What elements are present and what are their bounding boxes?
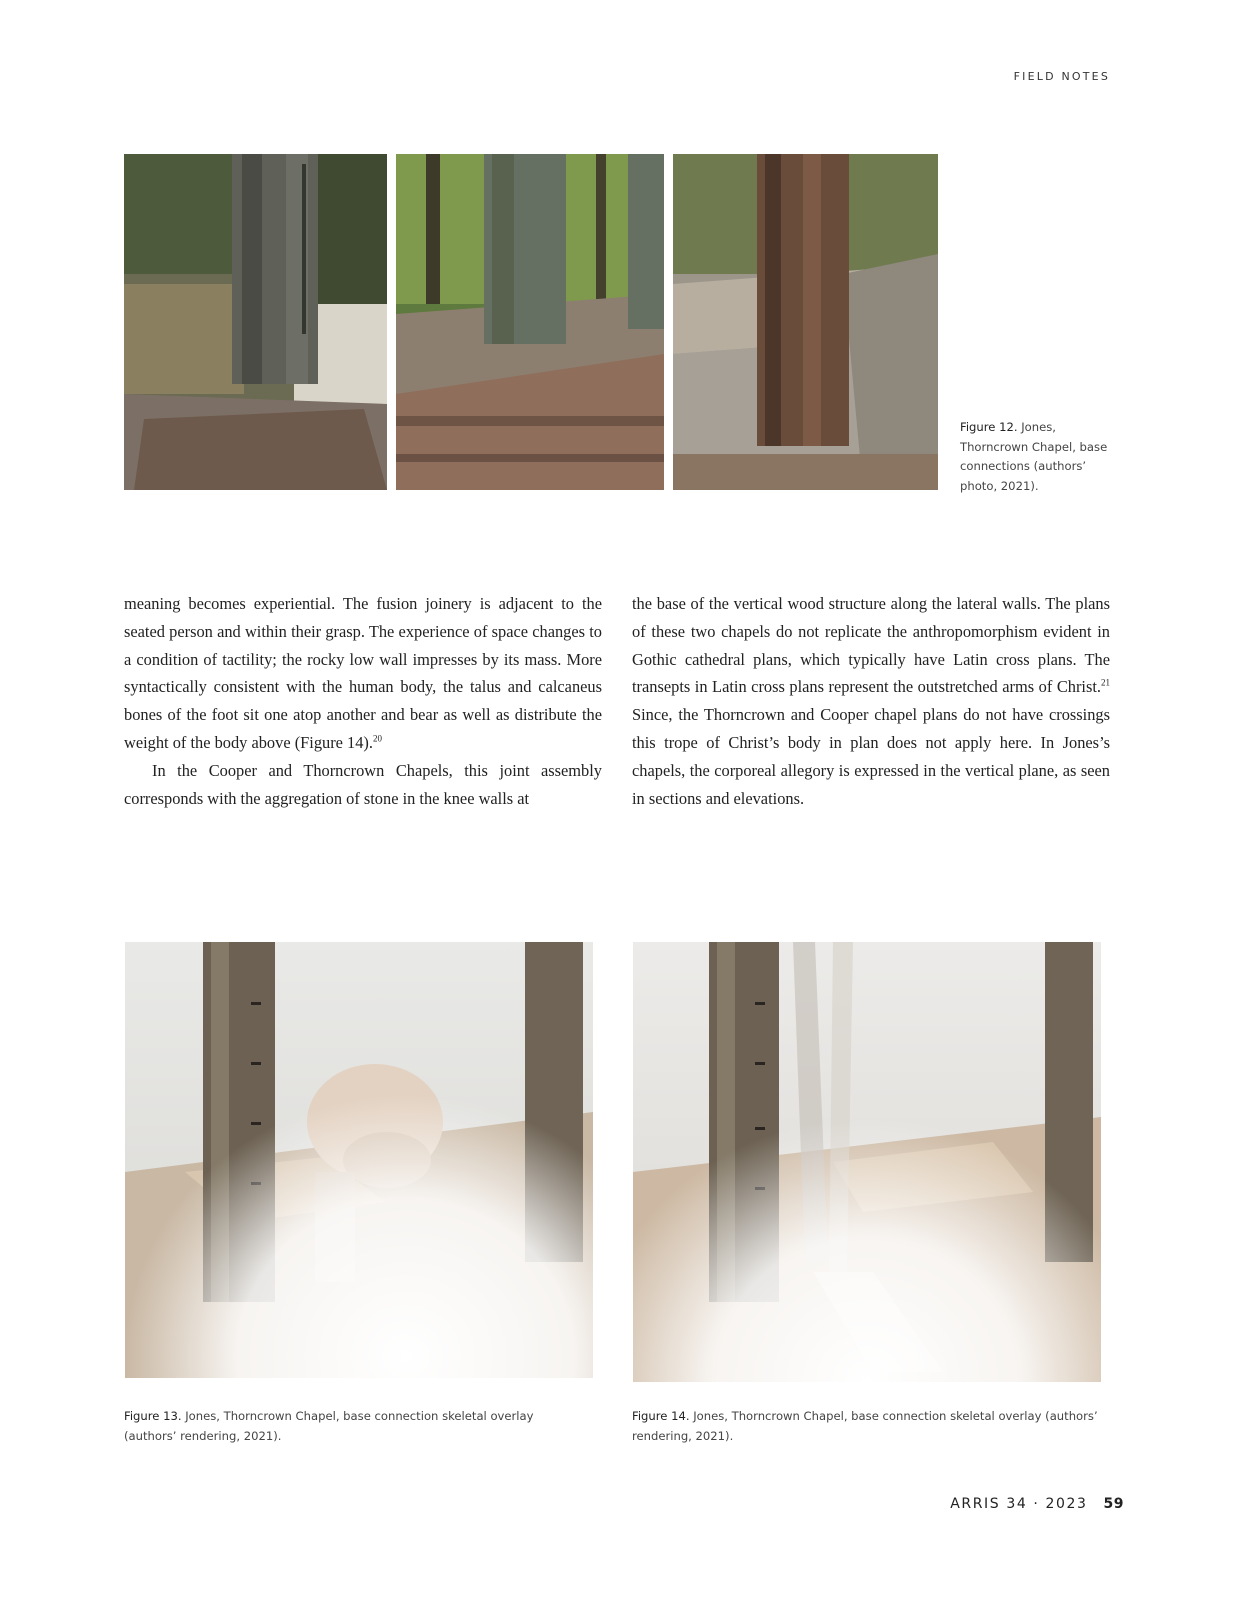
figure-14-caption: [632, 1406, 1112, 1446]
figure-12-caption: [960, 418, 1110, 496]
body-text: Since, the Thorncrown and Cooper chapel plans do not have crossings this trope of Christ’s body in plan does not apply here. In Jones’s chapels, the corporeal allegory is expressed in the vertical plane, as seen in sections and elevations.: [632, 705, 1110, 808]
figure-14-rendering: [633, 942, 1101, 1382]
figure-12-photo-2: [396, 154, 664, 490]
body-paragraph: [632, 590, 1110, 812]
endnote-ref: 21: [1101, 677, 1110, 688]
body-text: the base of the vertical wood structure along the lateral walls. The plans of these two chapels do not replicate the anthropomorphism evident in Gothic cathedral plans, which typically have Latin cross plans. The transepts in Latin cross plans represent the outstretched arms of Christ.: [632, 594, 1110, 697]
body-paragraph: In the Cooper and Thorncrown Chapels, this joint assembly corresponds with the aggregation of stone in the knee walls at: [124, 760, 602, 808]
figure-13-rendering: [125, 942, 593, 1378]
body-paragraph: [124, 590, 602, 757]
figure-13-caption: [124, 1406, 564, 1446]
page-number: 59: [1103, 1496, 1124, 1512]
figure-12-photo-3: [673, 154, 938, 490]
figure-12-text: Jones, Thorncrown Chapel, base connections (authors’ photo, 2021).: [960, 420, 1108, 493]
body-column-right: [632, 590, 1110, 812]
figure-14-label: Figure 14.: [632, 1409, 690, 1423]
figure-12-label: Figure 12.: [960, 420, 1018, 434]
page-footer: [950, 1496, 1124, 1512]
body-column-left: [124, 590, 602, 812]
figure-13-text: Jones, Thorncrown Chapel, base connection skeletal overlay (authors’ rendering, 2021).: [124, 1409, 534, 1443]
running-head: FIELD NOTES: [1013, 70, 1110, 83]
endnote-ref: 20: [373, 733, 382, 744]
journal-issue: ARRIS 34 · 2023: [950, 1496, 1088, 1512]
figure-13-label: Figure 13.: [124, 1409, 182, 1423]
figure-14-text: Jones, Thorncrown Chapel, base connection skeletal overlay (authors’ rendering, 2021).: [632, 1409, 1098, 1443]
figure-12-photo-1: [124, 154, 387, 490]
body-text: meaning becomes experiential. The fusion joinery is adjacent to the seated person and within their grasp. The experience of space changes to a condition of tactility; the rocky low wall impresses by its mass. More syntactically consistent with the human body, the talus and calcaneus bones of the foot sit one atop another and bear as well as distribute the weight of the body above (Figure 14).: [124, 594, 602, 752]
